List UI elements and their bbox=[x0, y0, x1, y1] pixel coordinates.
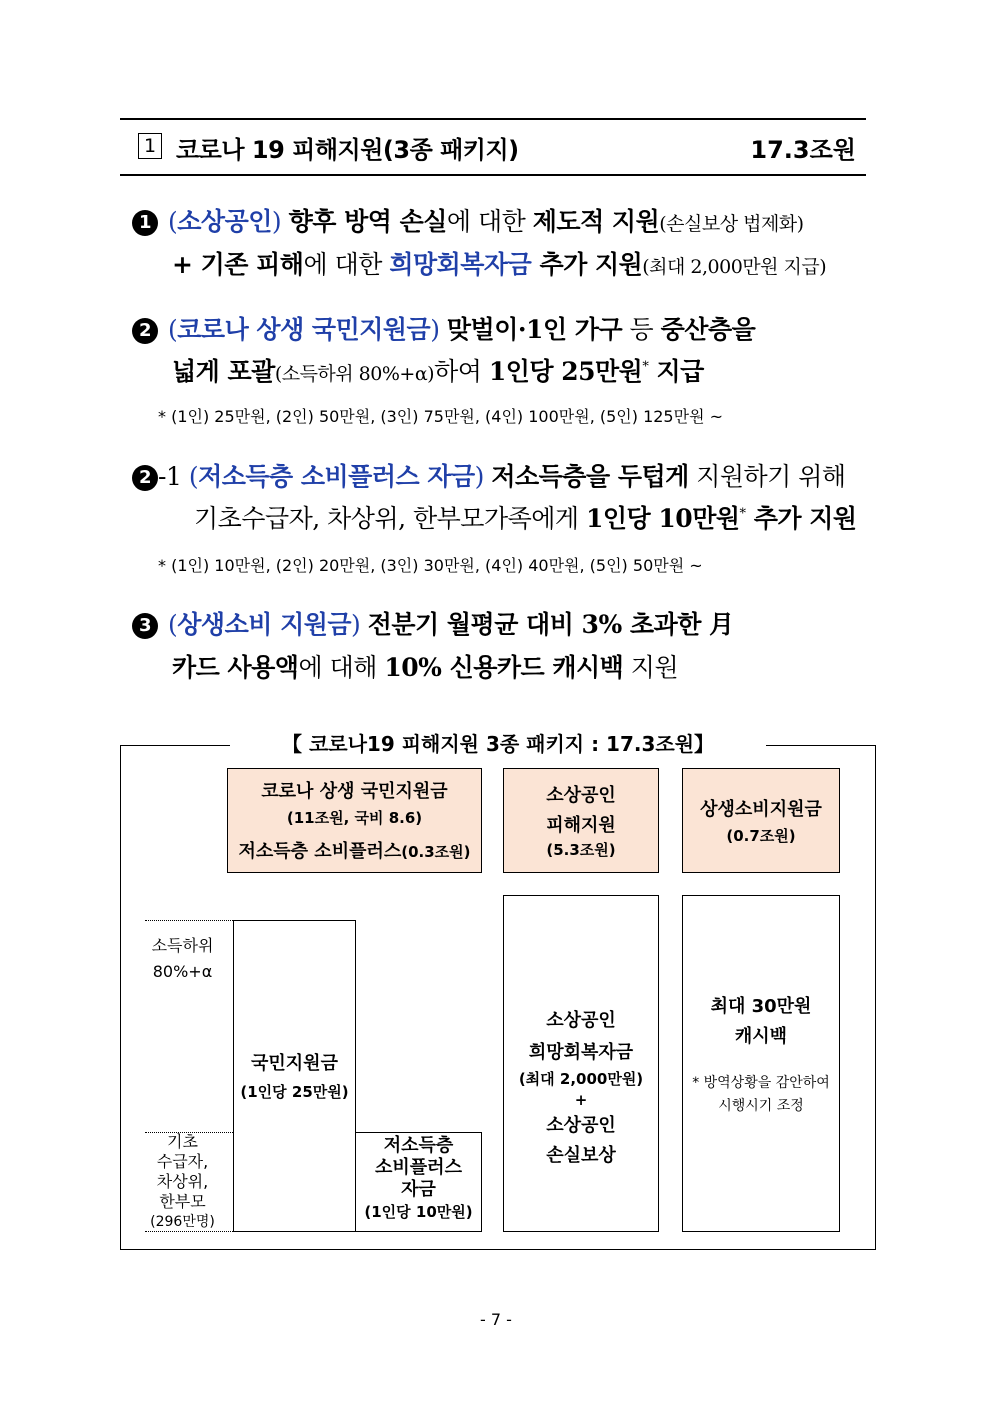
box-line: (5.3조원) bbox=[546, 841, 616, 859]
text-bold: 중산층을 bbox=[660, 315, 756, 344]
text-bold: + 기존 피해 bbox=[172, 250, 304, 279]
text-bold: 저소득층을 두텁게 bbox=[491, 462, 689, 491]
paren: ) bbox=[430, 315, 440, 344]
small-biz-box bbox=[503, 768, 659, 873]
bar-line: + bbox=[574, 1091, 588, 1109]
bar-line: (1인당 25만원) bbox=[240, 1083, 349, 1101]
box-line-small: (0.3조원) bbox=[401, 843, 471, 861]
bar-line: 소비플러스 bbox=[375, 1157, 462, 1178]
paren: ( bbox=[168, 207, 178, 236]
bar-note: 시행시기 조정 bbox=[718, 1098, 804, 1114]
text-bold: 맞벌이·1인 가구 bbox=[446, 315, 623, 344]
bullet-2-1-line-2 bbox=[194, 499, 857, 535]
dotted-line bbox=[145, 1231, 233, 1232]
text-small: (최대 2,000만원 지급) bbox=[642, 256, 827, 278]
bullet-1-keyword: 소상공인 bbox=[177, 207, 272, 236]
text: 에 대해 bbox=[298, 653, 385, 682]
text: 등 bbox=[622, 315, 661, 344]
bullet-2-keyword: 코로나 상생 국민지원금 bbox=[177, 315, 431, 344]
number-3-icon: 3 bbox=[132, 613, 158, 639]
text: 에 대한 bbox=[303, 250, 390, 279]
low-income-label bbox=[140, 1132, 225, 1232]
bullet-2-line-1 bbox=[132, 310, 755, 346]
bar-line: 소상공인 bbox=[546, 1115, 616, 1136]
cashback-bar bbox=[682, 895, 840, 1232]
national-support-box bbox=[227, 768, 482, 873]
number-2-icon: 2 bbox=[132, 465, 158, 491]
text-bold: 향후 방역 손실 bbox=[288, 207, 447, 236]
page-number: - 7 - bbox=[480, 1310, 512, 1329]
label-line: 한부모 bbox=[159, 1192, 206, 1211]
bullet-2-1-note: * (1인) 10만원, (2인) 20만원, (3인) 30만원, (4인) 40만원, (5인) 50만원 ~ bbox=[158, 556, 703, 575]
label-line: (296만명) bbox=[150, 1214, 215, 1230]
paren: ( bbox=[168, 315, 178, 344]
text-bold: 1인당 10만원 bbox=[586, 504, 740, 533]
paren: ( bbox=[168, 610, 178, 639]
bar-note: * 방역상황을 감안하여 bbox=[692, 1075, 830, 1091]
bullet-3-line-1 bbox=[132, 605, 734, 641]
bar-line: 국민지원금 bbox=[251, 1053, 338, 1074]
paren: ) bbox=[474, 462, 484, 491]
paren: ) bbox=[351, 610, 361, 639]
bar-line: 소상공인 bbox=[546, 1010, 616, 1031]
text: 지원하기 위해 bbox=[688, 462, 846, 491]
section-title: 코로나 19 피해지원(3종 패키지) bbox=[176, 136, 519, 164]
bar-line: 손실보상 bbox=[546, 1145, 616, 1166]
paren: ) bbox=[271, 207, 282, 236]
number-2-icon: 2 bbox=[132, 318, 158, 344]
text-bold: 추가 지원 bbox=[531, 250, 643, 279]
bullet-3-keyword: 상생소비 지원금 bbox=[177, 610, 352, 639]
suffix: -1 bbox=[158, 462, 182, 491]
text: 하여 bbox=[434, 357, 489, 386]
box-line: 코로나 상생 국민지원금 bbox=[261, 781, 448, 802]
bullet-2-note: * (1인) 25만원, (2인) 50만원, (3인) 75만원, (4인) 100만원, (5인) 125만원 ~ bbox=[158, 407, 724, 426]
label-line: 수급자, bbox=[156, 1152, 209, 1171]
bar-line: (1인당 10만원) bbox=[364, 1203, 473, 1221]
number-1-icon: 1 bbox=[132, 210, 158, 236]
text-bold: 1인당 25만원 bbox=[488, 357, 643, 386]
small-biz-bar bbox=[503, 895, 659, 1232]
box-line: (0.7조원) bbox=[726, 827, 796, 845]
national-bar bbox=[233, 920, 356, 1232]
bar-line: 캐시백 bbox=[734, 1026, 788, 1047]
label-line: 80%+α bbox=[152, 962, 213, 981]
asterisk: * bbox=[642, 359, 649, 375]
consumption-box bbox=[682, 768, 840, 873]
text-bold: 10% 신용카드 캐시백 bbox=[384, 653, 624, 682]
text: 기초수급자, 차상위, 한부모가족에게 bbox=[194, 504, 586, 533]
text-bold: 전분기 월평균 대비 3% 초과한 月 bbox=[367, 610, 734, 639]
section-header bbox=[120, 118, 866, 176]
box-line: 소상공인 bbox=[546, 785, 616, 806]
section-number: 1 bbox=[138, 133, 162, 159]
bar-line: 자금 bbox=[401, 1179, 436, 1200]
bullet-1-line-2 bbox=[172, 245, 826, 281]
label-line: 기초 bbox=[167, 1132, 198, 1151]
bar-line: 희망회복자금 bbox=[528, 1042, 634, 1063]
label-line: 차상위, bbox=[156, 1172, 209, 1191]
box-line: 피해지원 bbox=[546, 815, 616, 836]
box-line: 상생소비지원금 bbox=[700, 799, 822, 820]
text-bold: 제도적 지원 bbox=[532, 207, 660, 236]
section-total: 17.3조원 bbox=[750, 136, 856, 164]
asterisk: * bbox=[739, 506, 746, 522]
bullet-1-line-1 bbox=[132, 202, 804, 238]
text-small: (손실보상 법제화) bbox=[659, 213, 804, 235]
income-label bbox=[140, 936, 225, 982]
bullet-2-1-keyword: 저소득층 소비플러스 자금 bbox=[198, 462, 475, 491]
bullet-3-line-2 bbox=[172, 648, 678, 684]
box-line: 저소득층 소비플러스 bbox=[238, 841, 402, 862]
bar-line: 저소득층 bbox=[383, 1135, 454, 1156]
label-line: 소득하위 bbox=[151, 936, 214, 955]
diagram-title: 【 코로나19 피해지원 3종 패키지 : 17.3조원】 bbox=[230, 728, 766, 760]
paren: ( bbox=[188, 462, 199, 491]
text-bold: 넓게 포괄 bbox=[172, 357, 275, 386]
bar-line: (최대 2,000만원) bbox=[518, 1070, 644, 1088]
text-small: (소득하위 80%+α) bbox=[274, 363, 435, 385]
text-bold: 지급 bbox=[648, 357, 704, 386]
box-line: (11조원, 국비 8.6) bbox=[286, 809, 423, 827]
bullet-2-line-2 bbox=[172, 352, 704, 388]
text-bold: 추가 지원 bbox=[745, 504, 857, 533]
bullet-2-1-line-1 bbox=[132, 457, 846, 493]
text-blue-bold: 희망회복자금 bbox=[389, 250, 532, 279]
dotted-line bbox=[145, 920, 233, 921]
low-income-bar bbox=[355, 1132, 482, 1232]
bar-line: 최대 30만원 bbox=[710, 996, 812, 1017]
text-bold: 카드 사용액 bbox=[172, 653, 299, 682]
text: 에 대한 bbox=[446, 207, 533, 236]
text: 지원 bbox=[623, 653, 679, 682]
